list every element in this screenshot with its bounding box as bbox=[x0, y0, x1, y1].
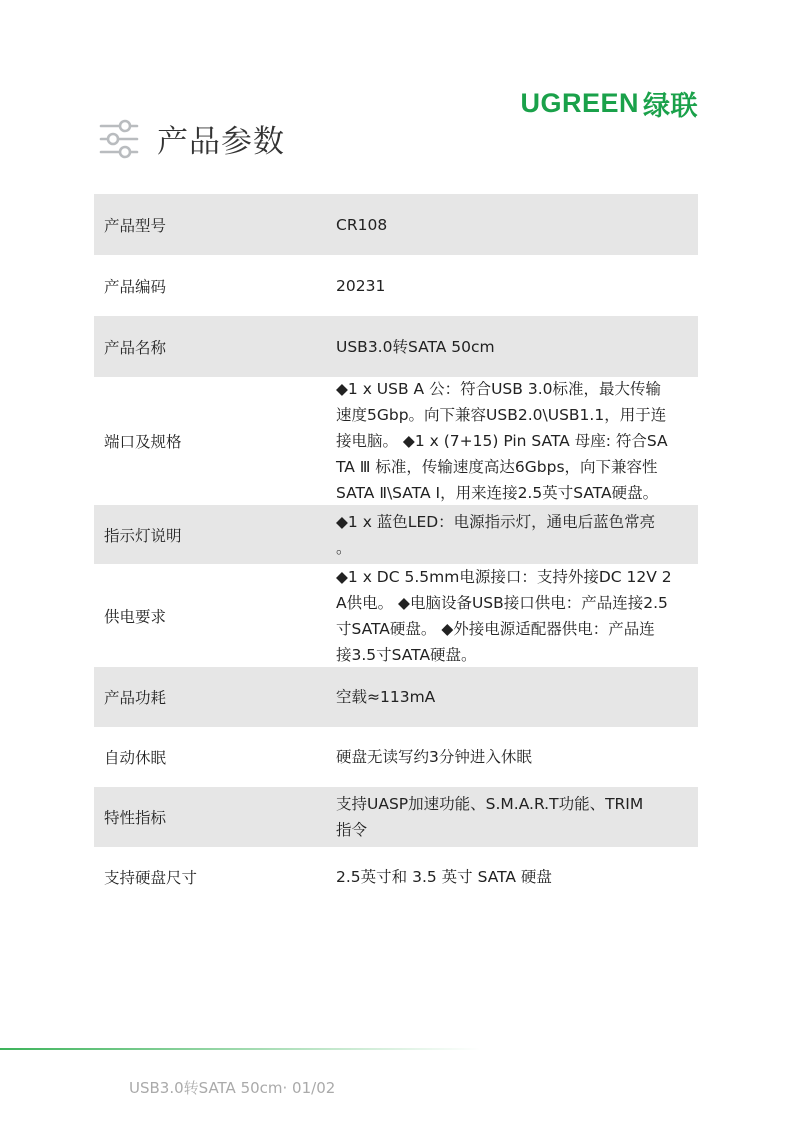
spec-value-line: USB3.0转SATA 50cm bbox=[336, 337, 495, 356]
spec-value bbox=[326, 864, 698, 890]
spec-value-line: CR108 bbox=[336, 215, 388, 234]
spec-label: 端口及规格 bbox=[104, 433, 182, 451]
spec-row bbox=[94, 564, 698, 667]
spec-label: 自动休眠 bbox=[104, 749, 167, 767]
spec-value-line: 寸SATA硬盘。 ◆外接电源适配器供电：产品连 bbox=[336, 619, 655, 638]
spec-value-line: 硬盘无读写约3分钟进入休眠 bbox=[336, 748, 532, 766]
settings-sliders-icon bbox=[99, 118, 139, 160]
spec-label: 特性指标 bbox=[104, 809, 167, 827]
spec-value bbox=[326, 684, 698, 710]
spec-value-line: 2.5英寸和 3.5 英寸 SATA 硬盘 bbox=[336, 868, 552, 886]
spec-value bbox=[326, 212, 698, 238]
spec-row bbox=[94, 194, 698, 255]
spec-value-line: 速度5Gbp。向下兼容USB2.0\USB1.1，用于连 bbox=[336, 406, 667, 424]
spec-value-line: 指令 bbox=[336, 821, 368, 839]
spec-row bbox=[94, 255, 698, 316]
spec-value bbox=[326, 564, 698, 668]
spec-value-line: 接3.5寸SATA硬盘。 bbox=[336, 645, 477, 664]
spec-label: 产品型号 bbox=[104, 216, 167, 235]
spec-row bbox=[94, 727, 698, 787]
spec-label: 支持硬盘尺寸 bbox=[104, 869, 198, 887]
spec-value-line: A供电。 ◆电脑设备USB接口供电：产品连接2.5 bbox=[336, 593, 668, 612]
spec-value-line: 接电脑。 ◆1 x (7+15) Pin SATA 母座: 符合SA bbox=[336, 432, 668, 450]
spec-value-line: 20231 bbox=[336, 276, 386, 295]
brand-name-cn: 绿联 bbox=[643, 91, 698, 121]
page-title: 产品参数 bbox=[157, 124, 285, 160]
spec-row bbox=[94, 787, 698, 847]
spec-value-line: 。 bbox=[336, 538, 352, 557]
spec-row bbox=[94, 847, 698, 907]
page-header bbox=[99, 116, 285, 161]
footer-gradient-line bbox=[0, 1048, 480, 1050]
spec-row bbox=[94, 667, 698, 727]
spec-row bbox=[94, 377, 698, 505]
spec-value bbox=[326, 744, 698, 770]
spec-value bbox=[326, 273, 698, 299]
spec-table bbox=[94, 194, 698, 907]
spec-label: 供电要求 bbox=[104, 607, 167, 626]
spec-value-line: TA Ⅲ 标准，传输速度高达6Gbps，向下兼容性 bbox=[336, 458, 658, 476]
spec-row bbox=[94, 316, 698, 377]
spec-label: 产品名称 bbox=[104, 338, 167, 357]
spec-value-line: ◆1 x DC 5.5mm电源接口：支持外接DC 12V 2 bbox=[336, 567, 672, 586]
spec-value bbox=[326, 791, 698, 843]
brand-logo bbox=[520, 84, 698, 123]
spec-value-line: ◆1 x USB A 公：符合USB 3.0标准，最大传输 bbox=[336, 380, 661, 398]
spec-row bbox=[94, 505, 698, 564]
spec-value bbox=[326, 509, 698, 561]
spec-label: 产品功耗 bbox=[104, 689, 167, 707]
spec-value-line: 空载≈113mA bbox=[336, 688, 436, 706]
spec-value-line: ◆1 x 蓝色LED：电源指示灯，通电后蓝色常亮 bbox=[336, 512, 656, 531]
brand-name-latin: UGREEN bbox=[520, 88, 639, 118]
spec-value-line: 支持UASP加速功能、S.M.A.R.T功能、TRIM bbox=[336, 795, 644, 813]
spec-label: 指示灯说明 bbox=[104, 526, 182, 545]
spec-label: 产品编码 bbox=[104, 277, 167, 296]
spec-value-line: SATA Ⅱ\SATA Ⅰ，用来连接2.5英寸SATA硬盘。 bbox=[336, 484, 659, 502]
footer-text: USB3.0转SATA 50cm· 01/02 bbox=[129, 1079, 336, 1097]
spec-value bbox=[326, 334, 698, 360]
spec-value bbox=[326, 376, 698, 506]
